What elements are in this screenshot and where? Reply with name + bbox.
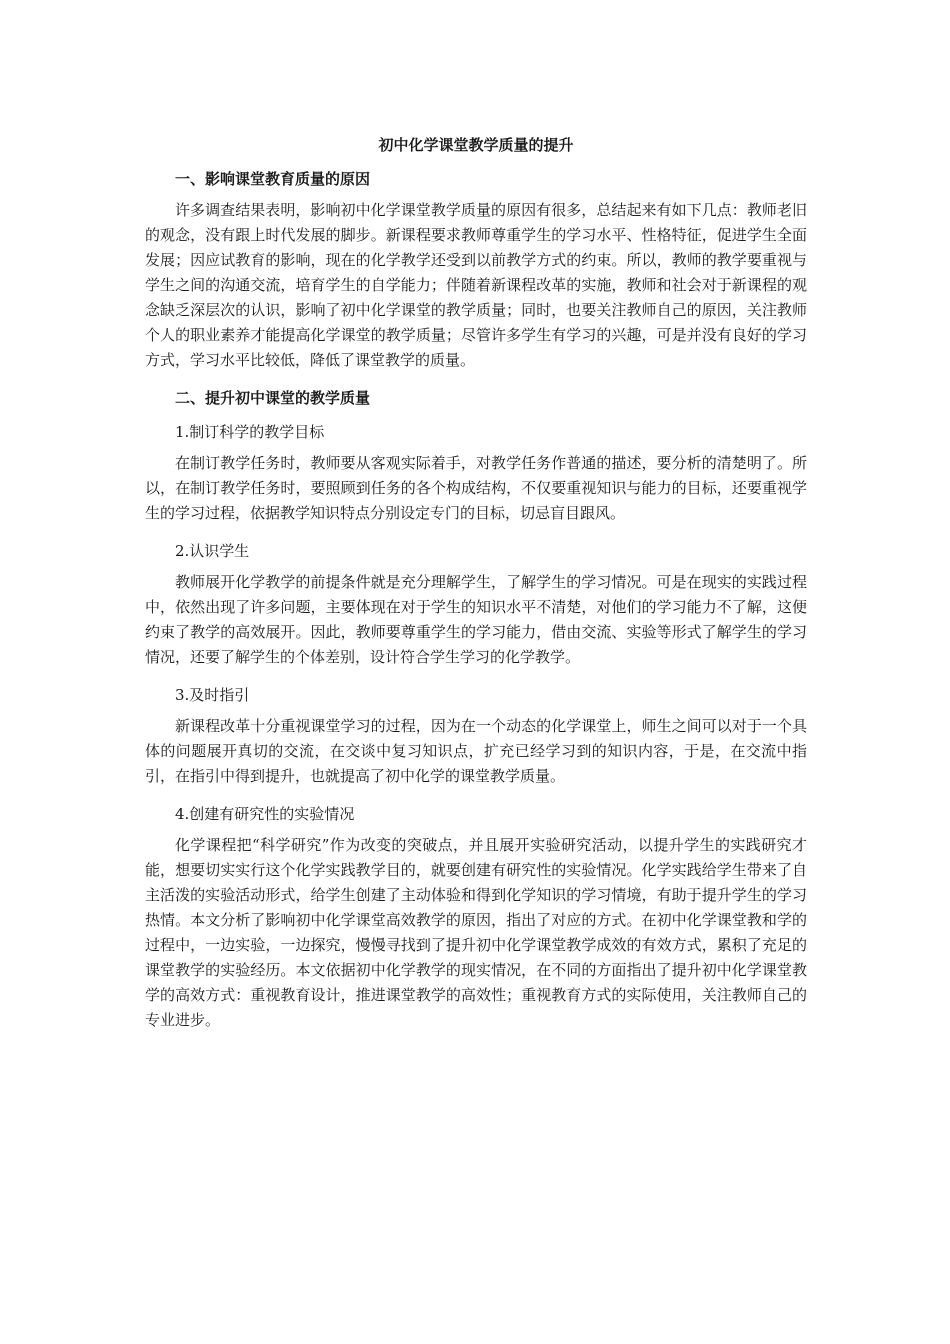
section-heading-causes: 一、影响课堂教育质量的原因 <box>175 170 371 188</box>
document-page <box>145 130 807 1043</box>
subsection-heading-guidance: 3.及时指引 <box>175 686 250 704</box>
subsection-paragraph-guidance: 新课程改革十分重视课堂学习的过程，因为在一个动态的化学课堂上，师生之间可以对于一个具体的问题展开真切的交流，在交谈中复习知识点，扩充已经学习到的知识内容，于是，在交流中指引，在指引中得到提升，也就提高了初中化学的课堂教学质量。 <box>145 717 807 785</box>
subsection-heading-students: 2.认识学生 <box>175 542 250 560</box>
subsection-heading-goals: 1.制订科学的教学目标 <box>175 423 325 441</box>
section-heading-improvement: 二、提升初中课堂的教学质量 <box>175 389 371 407</box>
subsection-paragraph-experiments: 化学课程把“科学研究”作为改变的突破点，并且展开实验研究活动，以提升学生的实践研究才能，想要切实实行这个化学实践教学目的，就要创建有研究性的实验情况。化学实践给学生带来了自主活泼的实验活动形式，给学生创建了主动体验和得到化学知识的学习情境，有助于提升学生的学习热情。本文分析了影响初中化学课堂高效教学的原因，指出了对应的方式。在初中化学课堂教和学的过程中，一边实验，一边探究，慢慢寻找到了提升初中化学课堂教学成效的有效方式，累积了充足的课堂教学的实验经历。本文依据初中化学教学的现实情况，在不同的方面指出了提升初中化学课堂教学的高效方式：重视教育设计，推进课堂教学的高效性；重视教育方式的实际使用，关注教师自己的专业进步。 <box>145 836 807 1029</box>
subsection-paragraph-goals: 在制订教学任务时，教师要从客观实际着手，对教学任务作普通的描述，要分析的清楚明了。所以，在制订教学任务时，要照顾到任务的各个构成结构，不仅要重视知识与能力的目标，还要重视学生的学习过程，依据教学知识特点分别设定专门的目标，切忌盲目跟风。 <box>145 454 807 522</box>
subsection-heading-experiments: 4.创建有研究性的实验情况 <box>175 805 355 823</box>
section-paragraph-causes: 许多调查结果表明，影响初中化学课堂教学质量的原因有很多，总结起来有如下几点：教师老旧的观念，没有跟上时代发展的脚步。新课程要求教师尊重学生的学习水平、性格特征，促进学生全面发展；因应试教育的影响，现在的化学教学还受到以前教学方式的约束。所以，教师的教学要重视与学生之间的沟通交流，培育学生的自学能力；伴随着新课程改革的实施，教师和社会对于新课程的观念缺乏深层次的认识，影响了初中化学课堂的教学质量；同时，也要关注教师自己的原因，关注教师个人的职业素养才能提高化学课堂的教学质量；尽管许多学生有学习的兴趣，可是并没有良好的学习方式，学习水平比较低，降低了课堂教学的质量。 <box>145 201 807 369</box>
subsection-paragraph-students: 教师展开化学教学的前提条件就是充分理解学生，了解学生的学习情况。可是在现实的实践过程中，依然出现了许多问题，主要体现在对于学生的知识水平不清楚，对他们的学习能力不了解，这便约束了教学的高效展开。因此，教师要尊重学生的学习能力，借由交流、实验等形式了解学生的学习情况，还要了解学生的个体差别，设计符合学生学习的化学教学。 <box>145 573 807 666</box>
document-title: 初中化学课堂教学质量的提升 <box>378 136 574 154</box>
